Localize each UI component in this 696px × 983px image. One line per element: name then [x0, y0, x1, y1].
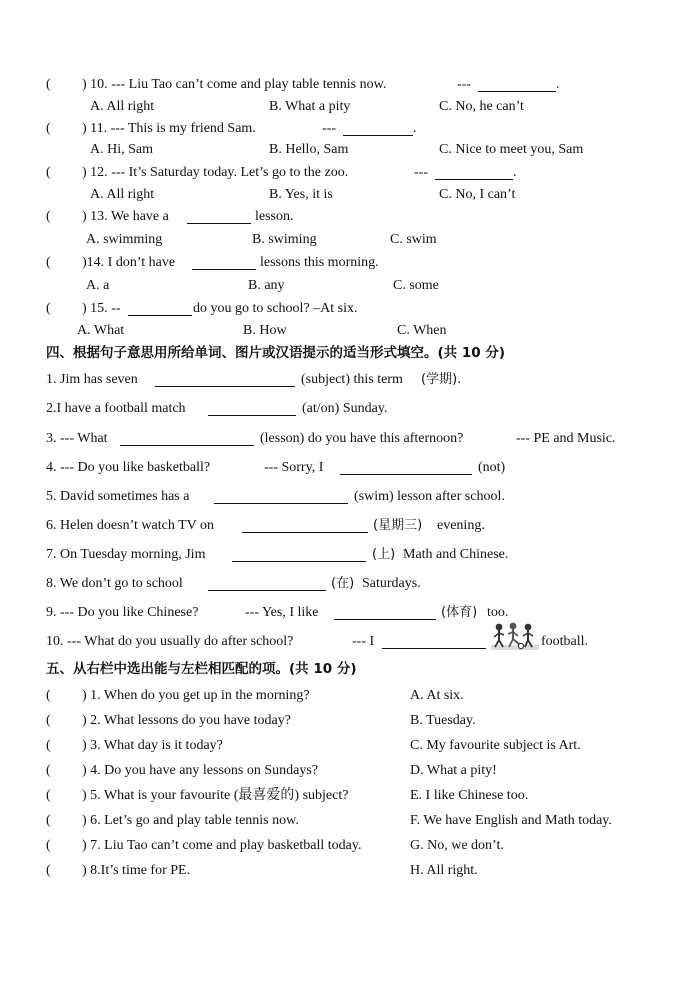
- option-b: B. swiming: [252, 232, 317, 247]
- answer-paren: (: [46, 77, 51, 92]
- fill-item-5-before: 5. David sometimes has a: [46, 489, 190, 504]
- answer-paren: (: [46, 863, 51, 878]
- fill-item-8-before: 8. We don’t go to school: [46, 576, 183, 591]
- match-right-g: G. No, we don’t.: [410, 838, 504, 853]
- answer-paren: (: [46, 713, 51, 728]
- question-15-after: do you go to school? –At six.: [193, 301, 358, 316]
- fill-item-10-reply: --- I: [352, 634, 375, 649]
- question-12: ) 12. --- It’s Saturday today. Let’s go to the zoo.: [82, 165, 349, 180]
- answer-blank[interactable]: [382, 635, 486, 649]
- section-5-title: 五、从右栏中选出能与左栏相匹配的项。(共 10 分): [46, 661, 357, 677]
- fill-item-10-tail: football.: [541, 634, 589, 649]
- option-a: A. Hi, Sam: [90, 142, 153, 157]
- match-left-8: ) 8.It’s time for PE.: [82, 863, 191, 878]
- section-4-title: 四、根据句子意思用所给单词、图片或汉语提示的适当形式填空。(共 10 分): [46, 345, 506, 361]
- fill-item-9-tail: too.: [487, 605, 509, 620]
- option-a: A. All right: [90, 187, 155, 202]
- option-b: B. any: [248, 278, 285, 293]
- fill-item-6-tail: evening.: [437, 518, 485, 533]
- fill-item-3-before: 3. --- What: [46, 431, 108, 446]
- option-a: A. swimming: [86, 232, 163, 247]
- fill-item-9-reply: --- Yes, I like: [245, 605, 319, 620]
- fill-item-1-after: (subject) this term: [301, 372, 403, 387]
- answer-blank[interactable]: [343, 122, 413, 136]
- answer-paren: (: [46, 255, 51, 270]
- fill-item-3-reply: --- PE and Music.: [516, 431, 616, 446]
- option-b: B. Yes, it is: [269, 187, 333, 202]
- fill-item-9-cn: (体育): [441, 605, 478, 620]
- answer-blank[interactable]: [435, 166, 513, 180]
- period: .: [556, 77, 560, 92]
- answer-blank[interactable]: [214, 490, 348, 504]
- fill-item-6-cn: (星期三): [373, 518, 423, 533]
- fill-item-2-after: (at/on) Sunday.: [302, 401, 388, 416]
- answer-paren: (: [46, 688, 51, 703]
- option-b: B. Hello, Sam: [269, 142, 349, 157]
- option-b: B. What a pity: [269, 99, 351, 114]
- answer-blank[interactable]: [155, 373, 295, 387]
- option-c: C. swim: [390, 232, 437, 247]
- question-13-after: lesson.: [255, 209, 294, 224]
- fill-item-4-reply: --- Sorry, I: [264, 460, 324, 475]
- option-a: A. a: [86, 278, 110, 293]
- answer-paren: (: [46, 209, 51, 224]
- answer-paren: (: [46, 301, 51, 316]
- fill-item-10-before: 10. --- What do you usually do after school?: [46, 634, 294, 649]
- match-right-c: C. My favourite subject is Art.: [410, 738, 581, 753]
- fill-item-9-before: 9. --- Do you like Chinese?: [46, 605, 199, 620]
- fill-item-8-cn: (在): [331, 576, 355, 591]
- children-playing-football-picture: [491, 621, 539, 651]
- option-b: B. How: [243, 323, 287, 338]
- answer-blank[interactable]: [187, 210, 251, 224]
- reply-prefix: ---: [457, 77, 471, 92]
- answer-blank[interactable]: [334, 606, 436, 620]
- question-14-after: lessons this morning.: [260, 255, 379, 270]
- period: .: [413, 121, 417, 136]
- match-right-e: E. I like Chinese too.: [410, 788, 529, 803]
- match-left-3: ) 3. What day is it today?: [82, 738, 223, 753]
- option-c: C. some: [393, 278, 439, 293]
- fill-item-8-tail: Saturdays.: [362, 576, 421, 591]
- option-c: C. No, he can’t: [439, 99, 524, 114]
- question-10: ) 10. --- Liu Tao can’t come and play table tennis now.: [82, 77, 387, 92]
- fill-item-2-before: 2.I have a football match: [46, 401, 186, 416]
- answer-blank[interactable]: [340, 461, 472, 475]
- answer-paren: (: [46, 788, 51, 803]
- question-11: ) 11. --- This is my friend Sam.: [82, 121, 256, 136]
- answer-blank[interactable]: [208, 577, 326, 591]
- option-c: C. Nice to meet you, Sam: [439, 142, 584, 157]
- match-right-h: H. All right.: [410, 863, 478, 878]
- answer-blank[interactable]: [242, 519, 368, 533]
- answer-blank[interactable]: [232, 548, 366, 562]
- question-13: ) 13. We have a: [82, 209, 169, 224]
- period: .: [513, 165, 517, 180]
- answer-blank[interactable]: [208, 402, 296, 416]
- fill-item-1-cn: (学期).: [421, 372, 462, 387]
- option-c: C. When: [397, 323, 447, 338]
- answer-blank[interactable]: [128, 302, 192, 316]
- answer-blank[interactable]: [478, 78, 556, 92]
- match-right-d: D. What a pity!: [410, 763, 497, 778]
- match-left-7: ) 7. Liu Tao can’t come and play basketball today.: [82, 838, 362, 853]
- match-left-5: ) 5. What is your favourite (最喜爱的) subject?: [82, 788, 349, 803]
- answer-blank[interactable]: [120, 432, 254, 446]
- fill-item-1-before: 1. Jim has seven: [46, 372, 138, 387]
- answer-paren: (: [46, 121, 51, 136]
- answer-paren: (: [46, 738, 51, 753]
- fill-item-4-after: (not): [478, 460, 506, 475]
- option-a: A. What: [77, 323, 125, 338]
- reply-prefix: ---: [322, 121, 336, 136]
- match-right-b: B. Tuesday.: [410, 713, 476, 728]
- reply-prefix: ---: [414, 165, 428, 180]
- match-right-f: F. We have English and Math today.: [410, 813, 612, 828]
- question-15: ) 15. --: [82, 301, 121, 316]
- question-14: )14. I don’t have: [82, 255, 176, 270]
- match-left-6: ) 6. Let’s go and play table tennis now.: [82, 813, 299, 828]
- match-right-a: A. At six.: [410, 688, 464, 703]
- fill-item-7-tail: Math and Chinese.: [403, 547, 509, 562]
- fill-item-6-before: 6. Helen doesn’t watch TV on: [46, 518, 214, 533]
- fill-item-7-cn: (上): [372, 547, 396, 562]
- answer-blank[interactable]: [192, 256, 256, 270]
- fill-item-5-after: (swim) lesson after school.: [354, 489, 505, 504]
- answer-paren: (: [46, 838, 51, 853]
- fill-item-3-after: (lesson) do you have this afternoon?: [260, 431, 464, 446]
- match-left-2: ) 2. What lessons do you have today?: [82, 713, 291, 728]
- match-left-1: ) 1. When do you get up in the morning?: [82, 688, 310, 703]
- answer-paren: (: [46, 813, 51, 828]
- fill-item-7-before: 7. On Tuesday morning, Jim: [46, 547, 206, 562]
- answer-paren: (: [46, 763, 51, 778]
- answer-paren: (: [46, 165, 51, 180]
- fill-item-4-before: 4. --- Do you like basketball?: [46, 460, 211, 475]
- match-left-4: ) 4. Do you have any lessons on Sundays?: [82, 763, 319, 778]
- option-a: A. All right: [90, 99, 155, 114]
- option-c: C. No, I can’t: [439, 187, 516, 202]
